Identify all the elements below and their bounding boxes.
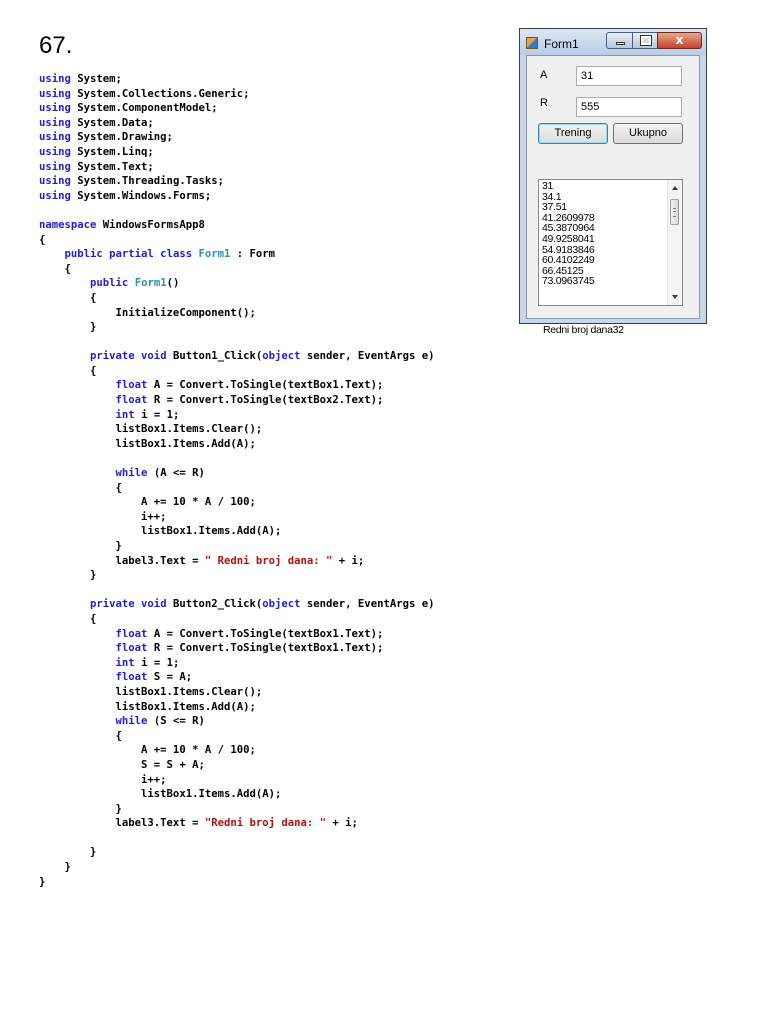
- maximize-icon: [641, 36, 651, 45]
- code-token: object: [262, 598, 301, 611]
- code-line: [39, 845, 434, 860]
- code-token: (): [166, 277, 180, 290]
- code-line: [39, 422, 434, 437]
- list-item[interactable]: 41.2609978: [542, 211, 595, 224]
- code-token: using: [39, 145, 71, 158]
- list-item[interactable]: 31: [542, 180, 554, 192]
- code-line: [39, 364, 434, 379]
- listbox-items: [542, 181, 594, 287]
- code-token: }: [39, 875, 46, 888]
- code-line: [39, 524, 434, 539]
- code-token: using: [39, 116, 71, 129]
- code-token: listBox1.Items.Add(A);: [39, 788, 282, 801]
- code-line: [39, 729, 434, 744]
- code-token: using: [39, 131, 71, 144]
- code-line: [39, 72, 434, 87]
- minimize-button[interactable]: [606, 32, 633, 49]
- code-token: [39, 248, 65, 260]
- ukupno-button[interactable]: Ukupno: [613, 123, 683, 144]
- code-line: [39, 87, 434, 102]
- code-token: using: [39, 189, 71, 202]
- code-token: using: [39, 160, 71, 173]
- code-token: public partial class: [64, 248, 193, 261]
- code-token: A = Convert.ToSingle(textBox1.Text);: [147, 627, 384, 640]
- code-line: [39, 174, 434, 189]
- code-token: Button2_Click(: [166, 598, 263, 611]
- code-token: listBox1.Items.Add(A);: [39, 437, 256, 450]
- code-line: [39, 101, 434, 116]
- code-token: [39, 394, 116, 406]
- code-token: System;: [70, 73, 122, 85]
- code-line: [39, 612, 434, 627]
- code-line: [39, 641, 434, 656]
- code-listing: [39, 72, 434, 889]
- close-button[interactable]: [657, 32, 702, 49]
- form-client-area: [526, 55, 700, 336]
- code-token: System.Windows.Forms;: [70, 189, 212, 202]
- code-line: [39, 130, 434, 145]
- code-token: label3.Text =: [39, 817, 205, 830]
- code-token: private void: [90, 598, 167, 611]
- code-line: [39, 787, 434, 802]
- label3-result: Redni broj dana32: [543, 324, 624, 336]
- code-token: A += 10 * A / 100;: [39, 496, 256, 509]
- code-token: : Form: [230, 248, 276, 261]
- code-token: (S <= R): [147, 715, 205, 728]
- code-line: [39, 335, 434, 350]
- code-token: listBox1.Items.Clear();: [39, 423, 263, 436]
- code-token: using: [39, 102, 71, 115]
- code-line: [39, 393, 434, 408]
- code-token: S = A;: [147, 671, 193, 684]
- code-line: [39, 320, 434, 335]
- list-item[interactable]: 45.3870964: [542, 222, 595, 235]
- code-line: [39, 247, 434, 262]
- code-token: listBox1.Items.Clear();: [39, 685, 263, 698]
- list-item[interactable]: 66.45125: [542, 264, 584, 277]
- code-token: [39, 350, 90, 362]
- code-token: R = Convert.ToSingle(textBox2.Text);: [147, 394, 384, 407]
- scroll-thumb[interactable]: [670, 199, 679, 225]
- code-token: System.Data;: [70, 116, 154, 129]
- code-token: }: [39, 861, 71, 874]
- code-line: [39, 597, 434, 612]
- code-line: [39, 189, 434, 204]
- code-line: [39, 670, 434, 685]
- code-token: float: [115, 379, 148, 392]
- code-token: using: [39, 175, 71, 188]
- code-token: }: [39, 540, 122, 552]
- code-token: sender, EventArgs e): [300, 598, 435, 611]
- code-line: [39, 203, 434, 218]
- list-item[interactable]: 34.1: [542, 190, 562, 203]
- list-item[interactable]: 49.9258041: [542, 232, 595, 245]
- code-line: [39, 539, 434, 554]
- maximize-button[interactable]: [632, 32, 658, 49]
- minimize-icon: [616, 42, 625, 45]
- label-r: R: [540, 97, 548, 109]
- code-token: namespace: [39, 218, 97, 231]
- code-token: [39, 379, 116, 391]
- code-line: [39, 349, 434, 364]
- code-token: public: [90, 277, 129, 290]
- list-item[interactable]: 60.4102249: [542, 254, 595, 267]
- code-token: "Redni broj dana: ": [204, 817, 327, 830]
- code-token: [39, 277, 90, 289]
- scroll-down-icon[interactable]: [672, 295, 678, 299]
- code-line: [39, 875, 434, 890]
- code-line: [39, 743, 434, 758]
- form1-window: [519, 28, 707, 336]
- code-token: [39, 715, 116, 727]
- code-line: [39, 160, 434, 175]
- results-listbox[interactable]: [538, 179, 683, 306]
- code-token: System.Text;: [70, 160, 154, 173]
- code-token: {: [39, 364, 97, 377]
- code-line: [39, 495, 434, 510]
- code-token: (A <= R): [147, 467, 205, 480]
- code-line: [39, 568, 434, 583]
- code-token: [39, 628, 116, 640]
- code-token: {: [39, 262, 71, 275]
- code-token: float: [115, 394, 148, 407]
- code-token: [39, 642, 116, 654]
- code-token: float: [115, 642, 148, 655]
- code-line: [39, 408, 434, 423]
- code-line: [39, 481, 434, 496]
- code-token: label3.Text =: [39, 554, 205, 567]
- code-token: A = Convert.ToSingle(textBox1.Text);: [147, 379, 384, 392]
- code-token: {: [39, 612, 97, 625]
- code-line: [39, 816, 434, 831]
- code-token: Form1: [134, 277, 167, 290]
- trening-button[interactable]: Trening: [538, 123, 608, 144]
- code-token: [39, 657, 116, 669]
- grip-icon: [673, 208, 676, 217]
- code-line: [39, 802, 434, 817]
- code-line: [39, 218, 434, 233]
- code-token: while: [115, 715, 148, 728]
- code-line: [39, 773, 434, 788]
- code-line: [39, 554, 434, 569]
- code-token: InitializeComponent();: [39, 306, 256, 319]
- code-token: i = 1;: [134, 408, 180, 421]
- code-token: {: [39, 481, 122, 494]
- code-token: }: [39, 802, 122, 815]
- code-token: System.Threading.Tasks;: [70, 175, 224, 188]
- code-line: [39, 437, 434, 452]
- code-token: listBox1.Items.Add(A);: [39, 700, 256, 713]
- list-item[interactable]: 54.9183846: [542, 243, 595, 256]
- code-token: private void: [90, 350, 167, 363]
- textbox1-input[interactable]: 31: [576, 66, 682, 86]
- code-token: S = S + A;: [39, 758, 205, 771]
- code-token: }: [39, 569, 97, 582]
- code-line: [39, 583, 434, 598]
- listbox-scrollbar[interactable]: [667, 180, 682, 305]
- code-token: using: [39, 73, 71, 85]
- code-token: [39, 671, 116, 683]
- code-token: A += 10 * A / 100;: [39, 744, 256, 757]
- code-line: [39, 466, 434, 481]
- window-controls: [606, 32, 704, 50]
- code-token: + i;: [332, 554, 365, 567]
- code-token: System.Collections.Generic;: [70, 87, 250, 100]
- code-token: using: [39, 87, 71, 100]
- code-token: " Redni broj dana: ": [204, 554, 333, 567]
- code-token: float: [115, 627, 148, 640]
- code-token: + i;: [326, 817, 358, 830]
- code-token: {: [39, 291, 97, 304]
- code-line: [39, 276, 434, 291]
- code-token: [39, 467, 116, 479]
- code-token: while: [115, 467, 148, 480]
- code-line: [39, 831, 434, 846]
- code-line: [39, 116, 434, 131]
- code-token: listBox1.Items.Add(A);: [39, 525, 282, 538]
- code-token: i = 1;: [134, 656, 180, 669]
- code-token: R = Convert.ToSingle(textBox1.Text);: [147, 642, 384, 655]
- label-a: A: [540, 69, 548, 81]
- code-token: }: [39, 846, 97, 859]
- code-token: System.Drawing;: [70, 131, 173, 144]
- code-line: [39, 306, 434, 321]
- window-titlebar[interactable]: [520, 29, 706, 55]
- code-line: [39, 145, 434, 160]
- code-token: i++;: [39, 510, 167, 523]
- code-token: float: [115, 671, 148, 684]
- code-token: [39, 598, 90, 610]
- code-token: System.Linq;: [70, 145, 154, 158]
- code-token: Form1: [198, 248, 231, 261]
- code-token: int: [115, 408, 135, 421]
- scroll-up-icon[interactable]: [672, 186, 678, 190]
- code-token: [39, 409, 116, 421]
- code-line: [39, 378, 434, 393]
- code-token: {: [39, 729, 122, 742]
- code-token: i++;: [39, 773, 167, 786]
- code-line: [39, 627, 434, 642]
- code-token: int: [115, 656, 135, 669]
- code-line: [39, 291, 434, 306]
- code-token: System.ComponentModel;: [70, 102, 218, 115]
- code-token: sender, EventArgs e): [300, 350, 435, 363]
- code-token: {: [39, 233, 46, 246]
- list-item[interactable]: 37.51: [542, 201, 567, 214]
- window-title: Form1: [544, 37, 579, 51]
- code-token: }: [39, 321, 97, 334]
- close-icon: x: [675, 33, 684, 47]
- code-line: [39, 262, 434, 277]
- app-form-icon: [526, 37, 538, 49]
- code-token: Button1_Click(: [166, 350, 263, 363]
- code-line: [39, 451, 434, 466]
- code-line: [39, 700, 434, 715]
- code-line: [39, 758, 434, 773]
- list-item[interactable]: 73.0963745: [542, 275, 595, 288]
- code-line: [39, 685, 434, 700]
- code-line: [39, 860, 434, 875]
- code-line: [39, 714, 434, 729]
- code-token: WindowsFormsApp8: [96, 218, 205, 231]
- page-number-heading: 67.: [39, 32, 73, 59]
- code-line: [39, 233, 434, 248]
- code-token: object: [262, 350, 301, 363]
- textbox2-input[interactable]: 555: [576, 97, 682, 117]
- code-line: [39, 656, 434, 671]
- code-line: [39, 510, 434, 525]
